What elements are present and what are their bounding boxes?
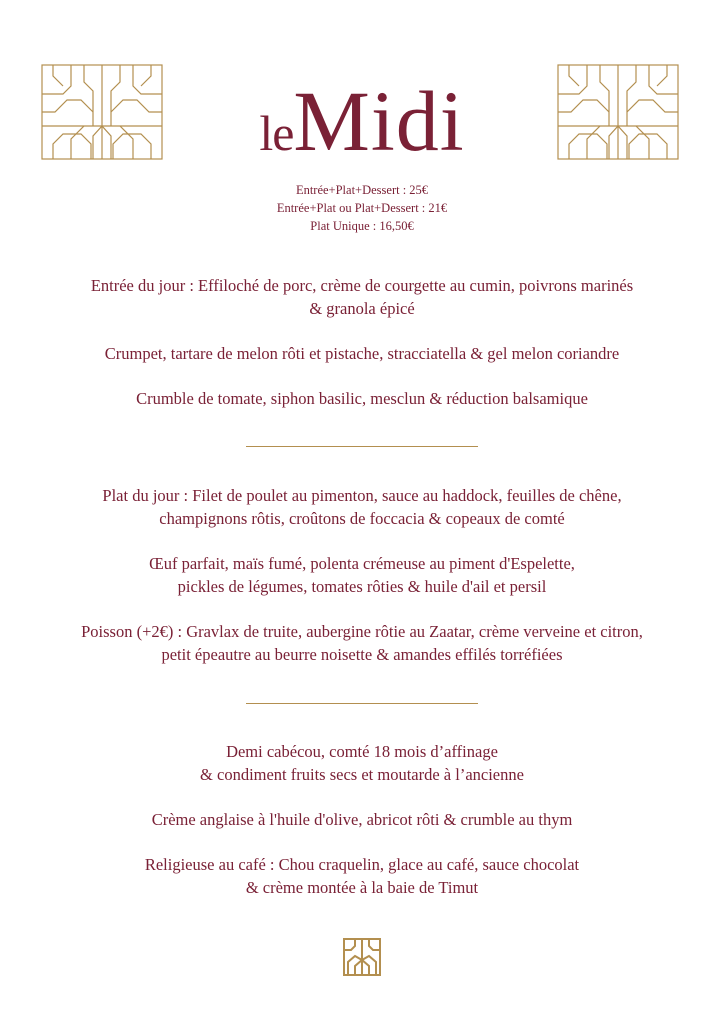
price-list [0, 181, 724, 235]
menu-item [30, 740, 694, 786]
menu-item-line: Demi cabécou, comté 18 mois d’affinage [226, 742, 498, 761]
menu-item-line: pickles de légumes, tomates rôties & huile d'ail et persil [177, 577, 547, 596]
menu-item-line: Crème anglaise à l'huile d'olive, abricot rôti & crumble au thym [151, 810, 573, 829]
menu-item [30, 342, 694, 365]
menu-item-line: & crème montée à la baie de Timut [245, 878, 479, 897]
menu-item-line: Plat du jour : Filet de poulet au pimenton, sauce au haddock, feuilles de chêne, [102, 486, 622, 505]
menu-item-line: petit épeautre au beurre noisette & amandes effilés torréfiées [161, 645, 563, 664]
menu-item-line: Œuf parfait, maïs fumé, polenta crémeuse au piment d'Espelette, [149, 554, 575, 573]
menu-item [30, 387, 694, 410]
menu-item-line: Crumble de tomate, siphon basilic, mesclun & réduction balsamique [136, 389, 588, 408]
price-line: Plat Unique : 16,50€ [310, 219, 414, 233]
price-line: Entrée+Plat+Dessert : 25€ [295, 183, 429, 197]
title-main: Midi [293, 73, 465, 169]
restaurant-logo-icon [343, 938, 381, 976]
desserts-section [30, 740, 694, 899]
entrees-section [30, 274, 694, 410]
section-divider [246, 703, 478, 704]
menu-item-line: Crumpet, tartare de melon rôti et pistache, stracciatella & gel melon coriandre [104, 344, 620, 363]
menu-item-line: & condiment fruits secs et moutarde à l’ancienne [200, 765, 524, 784]
menu-item [30, 853, 694, 899]
menu-item [30, 620, 694, 666]
menu-item [30, 552, 694, 598]
menu-item-line: Religieuse au café : Chou craquelin, glace au café, sauce chocolat [144, 855, 580, 874]
menu-item [30, 484, 694, 530]
menu-item-line: Entrée du jour : Effiloché de porc, crème de courgette au cumin, poivrons marinés [90, 276, 634, 295]
menu-item [30, 274, 694, 320]
price-line: Entrée+Plat ou Plat+Dessert : 21€ [276, 201, 448, 215]
menu-item-line: champignons rôtis, croûtons de foccacia & copeaux de comté [159, 509, 565, 528]
menu-item [30, 808, 694, 831]
plats-section [30, 484, 694, 666]
section-divider [246, 446, 478, 447]
menu-item-line: Poisson (+2€) : Gravlax de truite, aubergine rôtie au Zaatar, crème verveine et citron, [81, 622, 643, 641]
title-prefix: le [259, 105, 294, 161]
menu-item-line: & granola épicé [309, 299, 415, 318]
page-title [0, 73, 724, 169]
